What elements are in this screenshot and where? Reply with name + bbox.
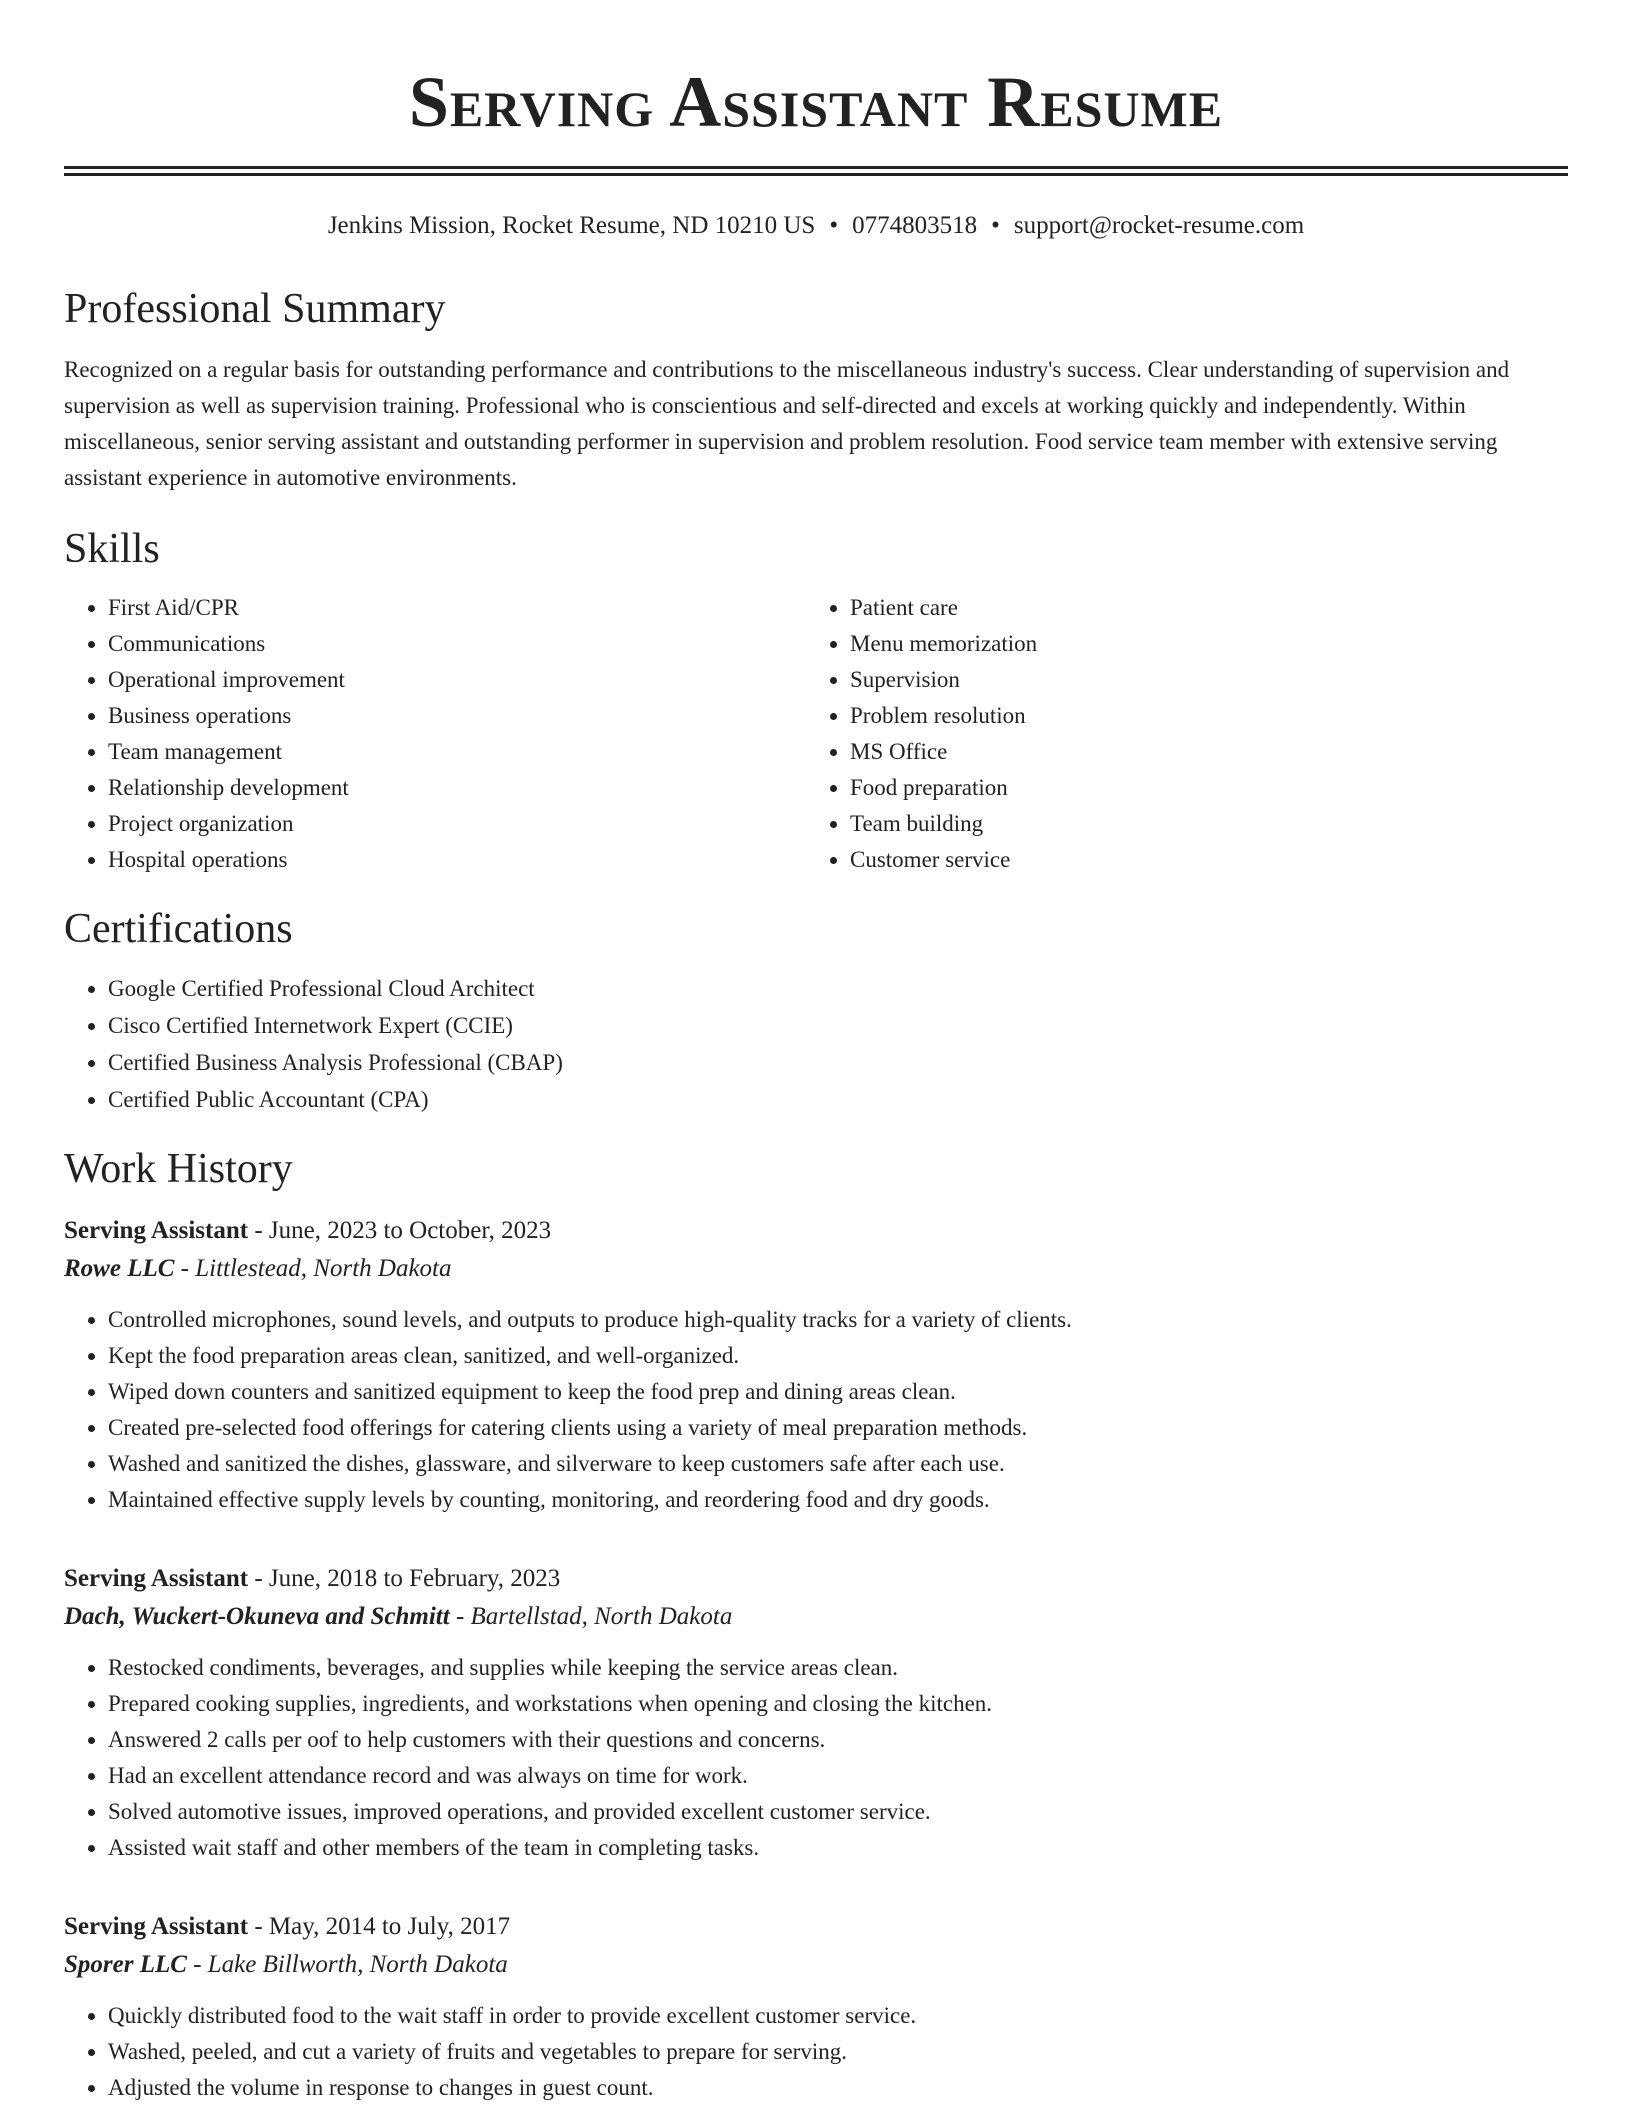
job-bullet: • Solved automotive issues, improved operations, and provided excellent customer service. xyxy=(108,1794,1568,1830)
job-header xyxy=(64,1560,1568,1598)
job-employer xyxy=(64,1598,1568,1636)
job-company: Sporer LLC xyxy=(64,1951,187,1978)
job-header xyxy=(64,1908,1568,1946)
job-bullet: • Restocked condiments, beverages, and supplies while keeping the service areas clean. xyxy=(108,1650,1568,1686)
job-entry xyxy=(64,1212,1568,1518)
job-role: Serving Assistant xyxy=(64,1565,249,1592)
job-location: - Lake Billworth, North Dakota xyxy=(186,1951,508,1978)
skill-item: • Operational improvement xyxy=(108,662,806,698)
job-company: Rowe LLC xyxy=(64,1255,175,1282)
skill-item: • Team building xyxy=(850,806,1548,842)
job-company: Dach, Wuckert-Okuneva and Schmitt xyxy=(64,1603,450,1630)
job-bullet: • Kept the food preparation areas clean, sanitized, and well-organized. xyxy=(108,1338,1568,1374)
summary-text: Recognized on a regular basis for outstanding performance and contributions to the miscellaneous industry's success. Clear understanding of supervision and supervision as well as supervision training. Professional who is conscientious and self-directed and excels at working quickly and independently. Within miscellaneous, senior serving assistant and outstanding performer in supervision and problem resolution. Food service team member with extensive serving assistant experience in automotive environments. xyxy=(64,357,1510,490)
job-bullet: • Adjusted the volume in response to changes in guest count. xyxy=(108,2070,1568,2106)
title-double-rule xyxy=(64,166,1568,176)
skill-item: • Team management xyxy=(108,734,806,770)
job-header xyxy=(64,1212,1568,1250)
certification-item: • Certified Business Analysis Professional (CBAP) xyxy=(108,1044,1568,1081)
job-bullet: • Answered 2 calls per oof to help customers with their questions and concerns. xyxy=(108,1722,1568,1758)
job-bullets xyxy=(64,1998,1568,2106)
skill-item: • Customer service xyxy=(850,842,1548,878)
summary-heading: Professional Summary xyxy=(64,286,446,332)
job-bullet: • Had an excellent attendance record and was always on time for work. xyxy=(108,1758,1568,1794)
resume-title: Serving Assistant Resume xyxy=(408,62,1224,142)
job-bullet: • Washed, peeled, and cut a variety of fruits and vegetables to prepare for serving. xyxy=(108,2034,1568,2070)
contact-separator: • xyxy=(991,212,1000,239)
certifications-heading: Certifications xyxy=(64,906,293,952)
skills-column-right xyxy=(806,590,1548,878)
contact-phone: 0774803518 xyxy=(852,212,978,239)
job-location: - Bartellstad, North Dakota xyxy=(449,1603,733,1630)
skill-item: • Supervision xyxy=(850,662,1548,698)
job-bullets xyxy=(64,1650,1568,1866)
job-bullet: • Wiped down counters and sanitized equipment to keep the food prep and dining areas clean. xyxy=(108,1374,1568,1410)
skill-item: • Relationship development xyxy=(108,770,806,806)
job-bullet: • Washed and sanitized the dishes, glassware, and silverware to keep customers safe after each use. xyxy=(108,1446,1568,1482)
skill-item: • First Aid/CPR xyxy=(108,590,806,626)
job-bullet: • Maintained effective supply levels by counting, monitoring, and reordering food and dry goods. xyxy=(108,1482,1568,1518)
skills-list-right xyxy=(806,590,1548,878)
job-bullet: • Quickly distributed food to the wait staff in order to provide excellent customer service. xyxy=(108,1998,1568,2034)
certifications-list xyxy=(64,970,1568,1118)
certification-item: • Certified Public Accountant (CPA) xyxy=(108,1081,1568,1118)
job-employer xyxy=(64,1250,1568,1288)
contact-address: Jenkins Mission, Rocket Resume, ND 10210 US xyxy=(327,212,816,239)
certification-item: • Cisco Certified Internetwork Expert (CCIE) xyxy=(108,1007,1568,1044)
skills-column-left xyxy=(64,590,806,878)
skill-item: • Food preparation xyxy=(850,770,1548,806)
job-dates: - June, 2023 to October, 2023 xyxy=(248,1217,552,1244)
contact-email: support@rocket-resume.com xyxy=(1013,212,1305,239)
skill-item: • MS Office xyxy=(850,734,1548,770)
skill-item: • Hospital operations xyxy=(108,842,806,878)
skill-item: • Business operations xyxy=(108,698,806,734)
job-role: Serving Assistant xyxy=(64,1217,249,1244)
job-entry xyxy=(64,1908,1568,2106)
skill-item: • Problem resolution xyxy=(850,698,1548,734)
job-dates: - May, 2014 to July, 2017 xyxy=(248,1913,511,1940)
job-bullet: • Created pre-selected food offerings for catering clients using a variety of meal preparation methods. xyxy=(108,1410,1568,1446)
certification-item: • Google Certified Professional Cloud Architect xyxy=(108,970,1568,1007)
job-bullet: • Assisted wait staff and other members of the team in completing tasks. xyxy=(108,1830,1568,1866)
job-dates: - June, 2018 to February, 2023 xyxy=(248,1565,561,1592)
skills-heading: Skills xyxy=(64,526,160,572)
contact-line xyxy=(64,210,1568,242)
job-location: - Littlestead, North Dakota xyxy=(174,1255,452,1282)
job-entry xyxy=(64,1560,1568,1866)
job-employer xyxy=(64,1946,1568,1984)
job-bullets xyxy=(64,1302,1568,1518)
skill-item: • Communications xyxy=(108,626,806,662)
contact-separator: • xyxy=(829,212,839,239)
job-role: Serving Assistant xyxy=(64,1913,249,1940)
skill-item: • Menu memorization xyxy=(850,626,1548,662)
work-history-heading: Work History xyxy=(64,1146,293,1192)
skills-list-left xyxy=(64,590,806,878)
job-bullet: • Controlled microphones, sound levels, and outputs to produce high-quality tracks for a variety of clients. xyxy=(108,1302,1568,1338)
job-bullet: • Prepared cooking supplies, ingredients, and workstations when opening and closing the kitchen. xyxy=(108,1686,1568,1722)
skill-item: • Project organization xyxy=(108,806,806,842)
skills-grid xyxy=(64,590,1568,878)
skill-item: • Patient care xyxy=(850,590,1548,626)
